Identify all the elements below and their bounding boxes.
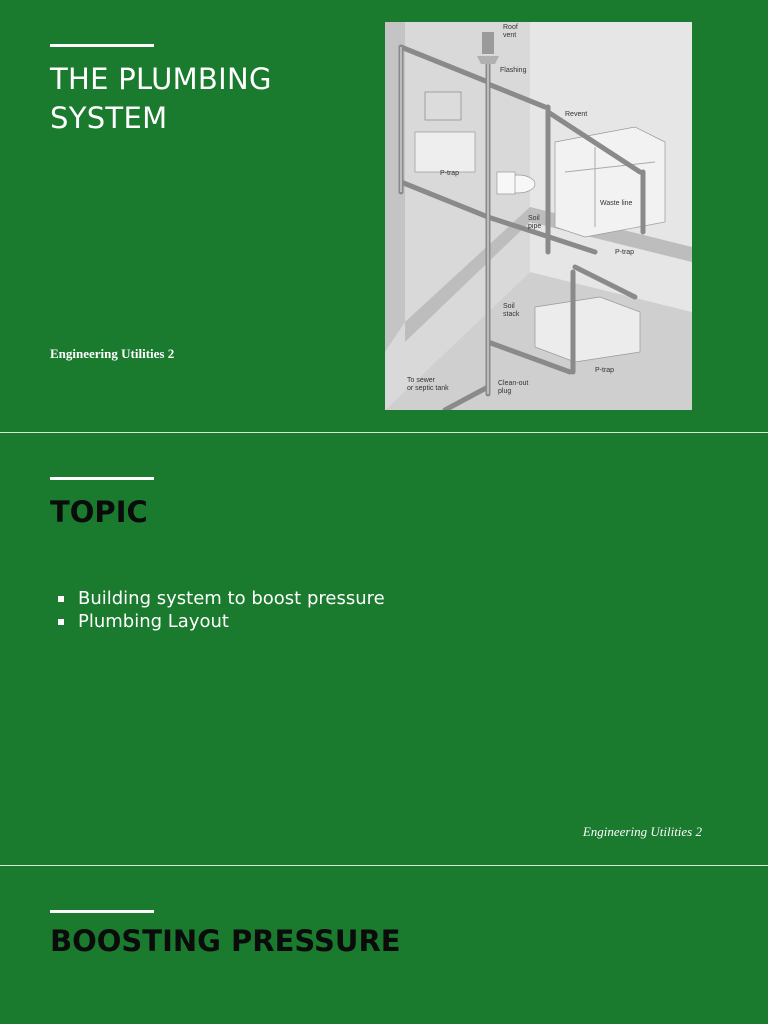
label-flashing: Flashing (500, 67, 527, 74)
bullet-text: Plumbing Layout (78, 611, 229, 632)
label-revent: Revent (565, 111, 588, 118)
list-item (58, 587, 385, 610)
accent-bar (50, 44, 154, 47)
slide-title (0, 0, 768, 432)
bullet-list (58, 587, 385, 633)
label-to-sewer-2: or septic tank (407, 385, 449, 392)
bullet-icon (58, 619, 64, 625)
label-soil-pipe-1: Soil (528, 215, 540, 222)
bullet-text: Building system to boost pressure (78, 588, 385, 609)
accent-bar (50, 910, 154, 913)
bullet-icon (58, 596, 64, 602)
label-roof-vent-2: vent (503, 32, 517, 39)
label-waste-line: Waste line (600, 200, 633, 207)
plumbing-diagram-illustration (385, 22, 692, 410)
slide-topic (0, 433, 768, 865)
label-clean-out-2: plug (498, 388, 512, 395)
label-p-trap-bottom: P-trap (595, 367, 615, 374)
label-p-trap-right: P-trap (615, 249, 635, 256)
label-soil-pipe-2: pipe (528, 223, 542, 230)
slide-subtitle: Engineering Utilities 2 (50, 346, 175, 361)
label-to-sewer-1: To sewer (407, 377, 436, 384)
slide-boosting-pressure (0, 866, 768, 1024)
slide-heading: BOOSTING PRESSURE (50, 924, 401, 958)
accent-bar (50, 477, 154, 480)
plumbing-diagram (385, 22, 692, 410)
label-soil-stack-2: stack (503, 311, 520, 318)
label-roof-vent-1: Roof (503, 24, 518, 31)
list-item (58, 610, 385, 633)
slide-footer: Engineering Utilities 2 (582, 824, 702, 839)
slide-heading: TOPIC (50, 495, 148, 529)
label-soil-stack-1: Soil (503, 303, 515, 310)
label-clean-out-1: Clean-out (498, 380, 529, 387)
slide-title-text: THE PLUMBING SYSTEM (50, 62, 272, 135)
label-p-trap-top: P-trap (440, 170, 460, 177)
